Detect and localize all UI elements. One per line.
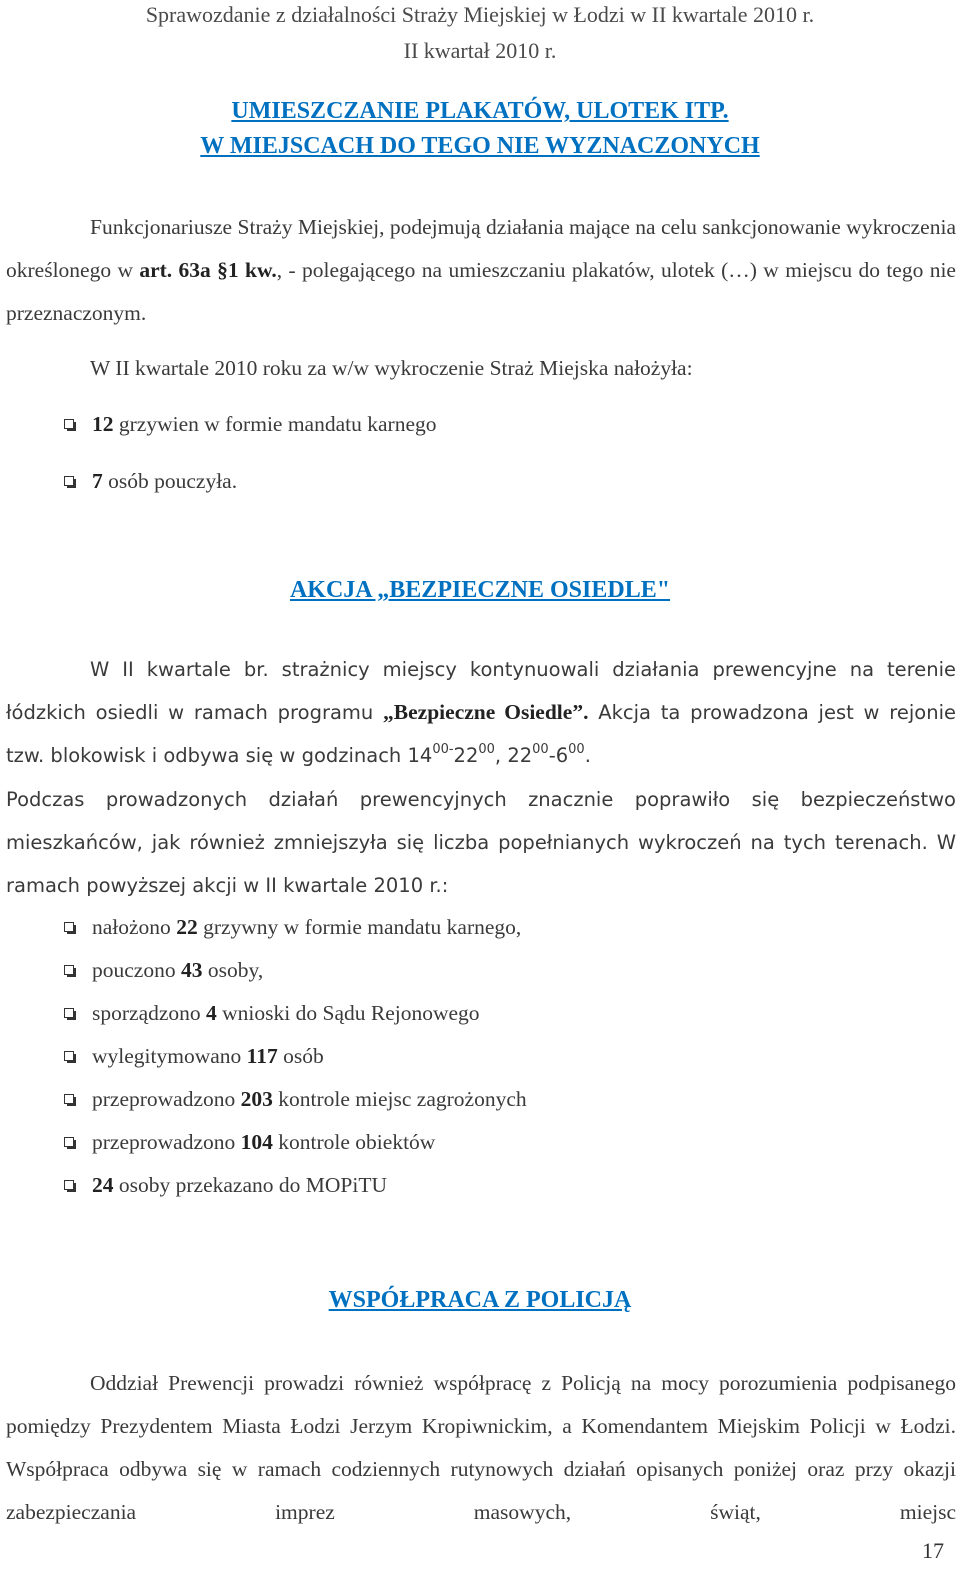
time-text: , 22 <box>494 744 533 767</box>
section-heading-police-cooperation: WSPÓŁPRACA Z POLICJĄ <box>328 1287 632 1313</box>
section-heading-posters-line1: UMIESZCZANIE PLAKATÓW, ULOTEK ITP. <box>231 98 729 124</box>
paragraph-text: , - polegającego na umieszczaniu plakatów, ulotek (…) w miejscu do tego nie przeznaczonym. <box>6 258 956 325</box>
stat-text: kontrole obiektów <box>272 1130 436 1154</box>
list-item <box>64 1164 944 1207</box>
superscript: 00 <box>532 742 549 757</box>
time-text: . <box>584 744 591 767</box>
time-text: -6 <box>548 744 569 767</box>
running-header-title: Sprawozdanie z działalności Straży Miejskiej w Łodzi w II kwartale 2010 r. <box>145 2 815 27</box>
stat-number: 7 <box>92 469 103 493</box>
paragraph-safe-estate-results: Podczas prowadzonych działań prewencyjnych znacznie poprawiło się bezpieczeństwo mieszkańców, jak również zmniejszyła się liczba popełnianych wykroczeń na tych terenach. W ramach powyższej akcji w II kwartale 2010 r.: <box>6 788 956 897</box>
checkbox-bullet-icon <box>64 1137 74 1147</box>
stat-number: 117 <box>246 1044 278 1068</box>
program-name: „Bezpieczne Osiedle”. <box>383 700 589 724</box>
paragraph-police-cooperation: Oddział Prewencji prowadzi również współpracę z Policją na mocy porozumienia podpisanego pomiędzy Prezydentem Miasta Łodzi Jerzym Kropiwnickim, a Komendantem Miejskim Policji w Łodzi. Współpraca odbywa się w ramach codziennych rutynowych działań opisanych poniżej oraz przy okazji zabezpieczania imprez masowych, świąt, miejsc <box>6 1371 956 1524</box>
list-item <box>64 1035 944 1078</box>
stat-number: 24 <box>92 1173 114 1197</box>
stat-number: 22 <box>176 915 198 939</box>
superscript: 00 <box>568 742 585 757</box>
stat-number: 12 <box>92 412 114 436</box>
stat-text: kontrole miejsc zagrożonych <box>272 1087 527 1111</box>
checkbox-bullet-icon <box>64 1051 74 1061</box>
superscript: 00- <box>432 742 454 757</box>
running-header-subtitle: II kwartał 2010 r. <box>403 38 557 63</box>
stat-prefix: pouczono <box>92 958 181 982</box>
stat-prefix: nałożono <box>92 915 177 939</box>
paragraph-text: W II kwartale br. strażnicy miejscy kontynuowali działania prewencyjne na terenie łódzkich osiedli w ramach programu <box>6 658 956 724</box>
stat-text: osoby przekazano do MOPiTU <box>113 1173 387 1197</box>
stat-text: grzywny w formie mandatu karnego, <box>197 915 522 939</box>
stat-text: osoby, <box>202 958 264 982</box>
list-item <box>64 460 944 503</box>
paragraph-safe-estate-intro <box>6 648 956 777</box>
posters-stats-list <box>64 403 944 503</box>
checkbox-bullet-icon <box>64 419 74 429</box>
checkbox-bullet-icon <box>64 476 74 486</box>
stat-prefix: przeprowadzono <box>92 1087 241 1111</box>
stat-text: osób <box>277 1044 324 1068</box>
stat-number: 203 <box>240 1087 273 1111</box>
stat-text: wnioski do Sądu Rejonowego <box>216 1001 480 1025</box>
stat-prefix: sporządzono <box>92 1001 207 1025</box>
superscript: 00 <box>478 742 495 757</box>
paragraph-posters-intro <box>6 206 956 335</box>
page-number: 17 <box>922 1538 944 1563</box>
stat-number: 43 <box>180 958 203 982</box>
paragraph-text: Funkcjonariusze Straży Miejskiej, podejmują działania mające na celu sankcjonowanie wykroczenia określonego w <box>6 215 956 282</box>
checkbox-bullet-icon <box>64 1094 74 1104</box>
checkbox-bullet-icon <box>64 1008 74 1018</box>
checkbox-bullet-icon <box>64 965 74 975</box>
stat-number: 4 <box>206 1001 217 1025</box>
paragraph-posters-summary: W II kwartale 2010 roku za w/w wykroczenie Straż Miejska nałożyła: <box>90 356 693 380</box>
checkbox-bullet-icon <box>64 1180 74 1190</box>
law-reference: art. 63a §1 kw. <box>139 258 277 282</box>
section-heading-posters-line2: W MIEJSCACH DO TEGO NIE WYZNACZONYCH <box>200 133 760 159</box>
stat-number: 104 <box>240 1130 273 1154</box>
list-item <box>64 906 944 949</box>
stat-prefix: przeprowadzono <box>92 1130 241 1154</box>
list-item <box>64 1121 944 1164</box>
stat-text: grzywien w formie mandatu karnego <box>113 412 437 436</box>
paragraph-text: Akcja ta prowadzona jest w rejonie tzw. blokowisk i odbywa się w godzinach 14 <box>6 701 956 767</box>
checkbox-bullet-icon <box>64 922 74 932</box>
list-item <box>64 403 944 446</box>
stat-prefix: wylegitymowano <box>92 1044 247 1068</box>
section-heading-safe-estate: AKCJA „BEZPIECZNE OSIEDLE" <box>289 577 671 603</box>
list-item <box>64 992 944 1035</box>
stat-text: osób pouczyła. <box>102 469 238 493</box>
time-text: 22 <box>453 744 479 767</box>
list-item <box>64 949 944 992</box>
list-item <box>64 1078 944 1121</box>
safe-estate-stats-list <box>64 906 944 1207</box>
